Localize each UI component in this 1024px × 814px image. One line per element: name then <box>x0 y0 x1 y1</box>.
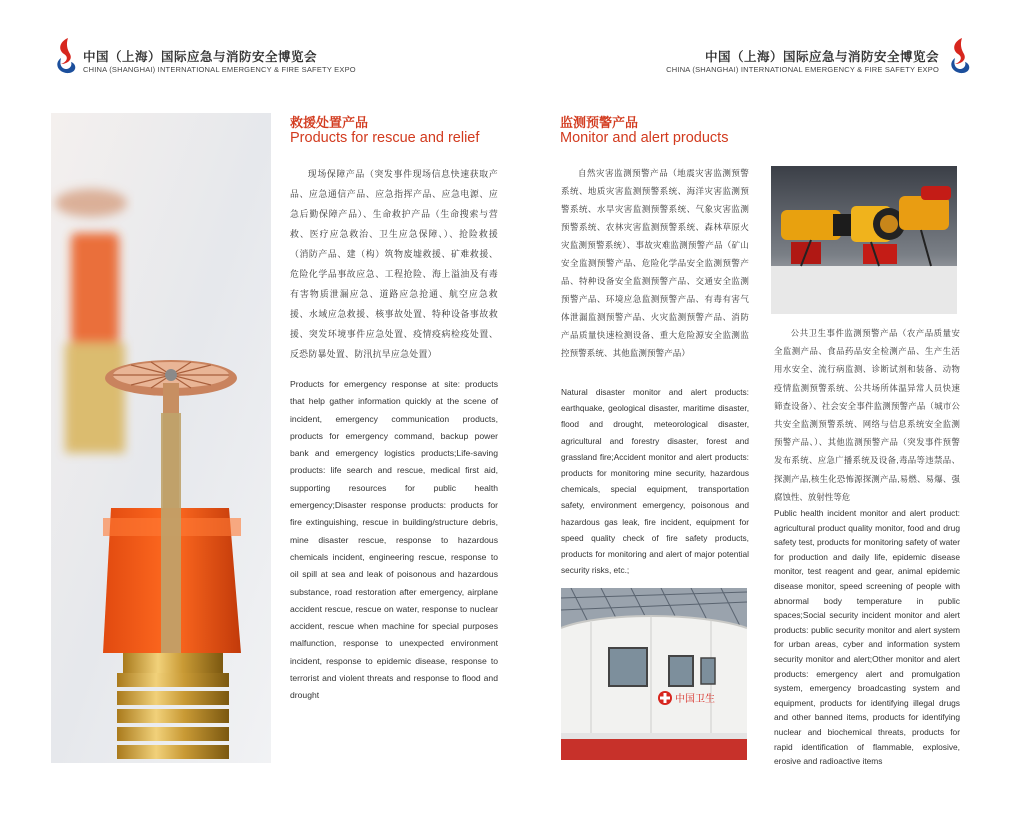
brand-title-cn: 中国（上海）国际应急与消防安全博览会 <box>83 50 318 64</box>
natural-disaster-description-cn: 自然灾害监测预警产品（地震灾害监测预警系统、地质灾害监测预警系统、海洋灾害监测预警系统、水旱灾害监测预警系统、气象灾害监测预警系统、农林灾害监测预警系统、森林草原火灾监测预警系统）、事故灾难监测预警产品（矿山安全监测预警产品、危险化学品安全监测预警产品、特种设备安全监测预警产品、交通安全监测预警产品、环境应急监测预警产品、有毒有害气体泄漏监测预警产品、火灾监测预警产品、消防产品质量快速检测设备、重大危险源安全监测监控预警系统、其他监测预警产品） <box>561 168 749 358</box>
fire-nozzles-photo <box>771 166 957 314</box>
section-heading-en-monitor: Monitor and alert products <box>560 130 729 146</box>
public-health-description-en: Public health incident monitor and alert product: agricultural product quality monitor, food and drug safety test, products for monitoring safety of water for production and daily life, epidemic disease monitor, test reagent and gear, animal epidemic disease monitor, speed screening of people with abnormal body temperature in public spaces;Social security incident monitor and alert products: public security monitor and alert system for urban areas, cyber and information system security monitor and alert;Other monitor and alert products: emergency alert and promulgation system, emergency broadcasting system and equipment, products for identifying illegal drugs and other banned items, products for identifying nuclear and biochemical threats, products for rapid identification of flammable, explosive, erosive and radioactive items <box>774 508 960 767</box>
tent-sign-text: 中国卫生 <box>675 694 715 705</box>
header-right <box>665 36 973 78</box>
public-health-description-cn: 公共卫生事件监测预警产品（农产品质量安全监测产品、食品药品安全检测产品、生产生活用水安全、流行病监测、诊断试剂和装备、动物疫情监测预警系统、公共场所体温异常人员快速筛查设备）、社会安全事件监测预警产品（城市公共安全监测预警系统、网络与信息系统安全监测预警产品、）、其他监测预警产品（突发事件预警发布系统、应急广播系统及设备,毒品等违禁品、探测产品,核生化恐怖源探测产品,易燃、易爆、强腐蚀性、放射性等危 <box>774 328 960 502</box>
sprinkler-photo <box>51 113 271 763</box>
rescue-description-en: Products for emergency response at site: products that help gather information quickly at the scene of incident, emergency communication products, products for emergency command, backup power bank and emergency logistics products;Life-saving products: life search and rescue, medical first aid, supporting resources for public health emergency;Disaster response products: products for fire extinguishing, rescue in building/structure debris, mine disaster rescue, response to hazardous chemicals incident, engineering rescue, response to oil spill at sea and leak of poisonous and hazardous substance, road restoration after emergency, airplane accident rescue, rescue on water, response to nuclear accident, rescue when machine for special purposes malfunction, response to unexpected environment incident, response to epidemic disease, response to terrorist and violent threats and response to flood and drought <box>290 379 498 701</box>
expo-logo-icon <box>55 36 77 76</box>
medical-tent-photo <box>561 588 747 760</box>
section-heading-cn-rescue: 救援处置产品 <box>290 115 369 130</box>
brand-title-cn: 中国（上海）国际应急与消防安全博览会 <box>704 50 939 64</box>
rescue-description-cn: 现场保障产品（突发事件现场信息快速获取产品、应急通信产品、应急指挥产品、应急电源、应急后勤保障产品）、生命救护产品（生命搜索与营救、医疗应急救治、卫生应急保障、）、抢险救援（消防产品、建（构）筑物废墟救援、矿难救援、危险化学品事故应急、工程抢险、海上溢油及有毒有害物质泄漏应急、道路应急抢通、航空应急救援、水域应急救援、核事故处置、特种设备事故救援、突发环境事件应急处置、疫情疫病检疫处置、反恐防暴处置、防汛抗旱应急处置） <box>290 169 498 359</box>
natural-disaster-description-en: Natural disaster monitor and alert products: earthquake, geological disaster, maritime disaster, flood and drought, meteorological disaster, agricultural and forestry disaster, forest and grassland fire;Accident monitor and alert products: products for monitoring mine security, hazardous chemicals, special equipment, transportation safety, environment emergency, poisonous and hazardous gas leak, fire incident, equipment for speed quality check of fire safety products, products for monitoring and alert of major potential security risks, etc.; <box>561 387 749 576</box>
section-heading-en-rescue: Products for rescue and relief <box>290 130 480 146</box>
brand-title-en: CHINA (SHANGHAI) INTERNATIONAL EMERGENCY & FIRE SAFETY EXPO <box>666 65 939 74</box>
section-heading-cn-monitor: 监测预警产品 <box>560 115 639 130</box>
expo-logo-icon <box>949 36 971 76</box>
brand-title-en: CHINA (SHANGHAI) INTERNATIONAL EMERGENCY & FIRE SAFETY EXPO <box>83 65 356 74</box>
